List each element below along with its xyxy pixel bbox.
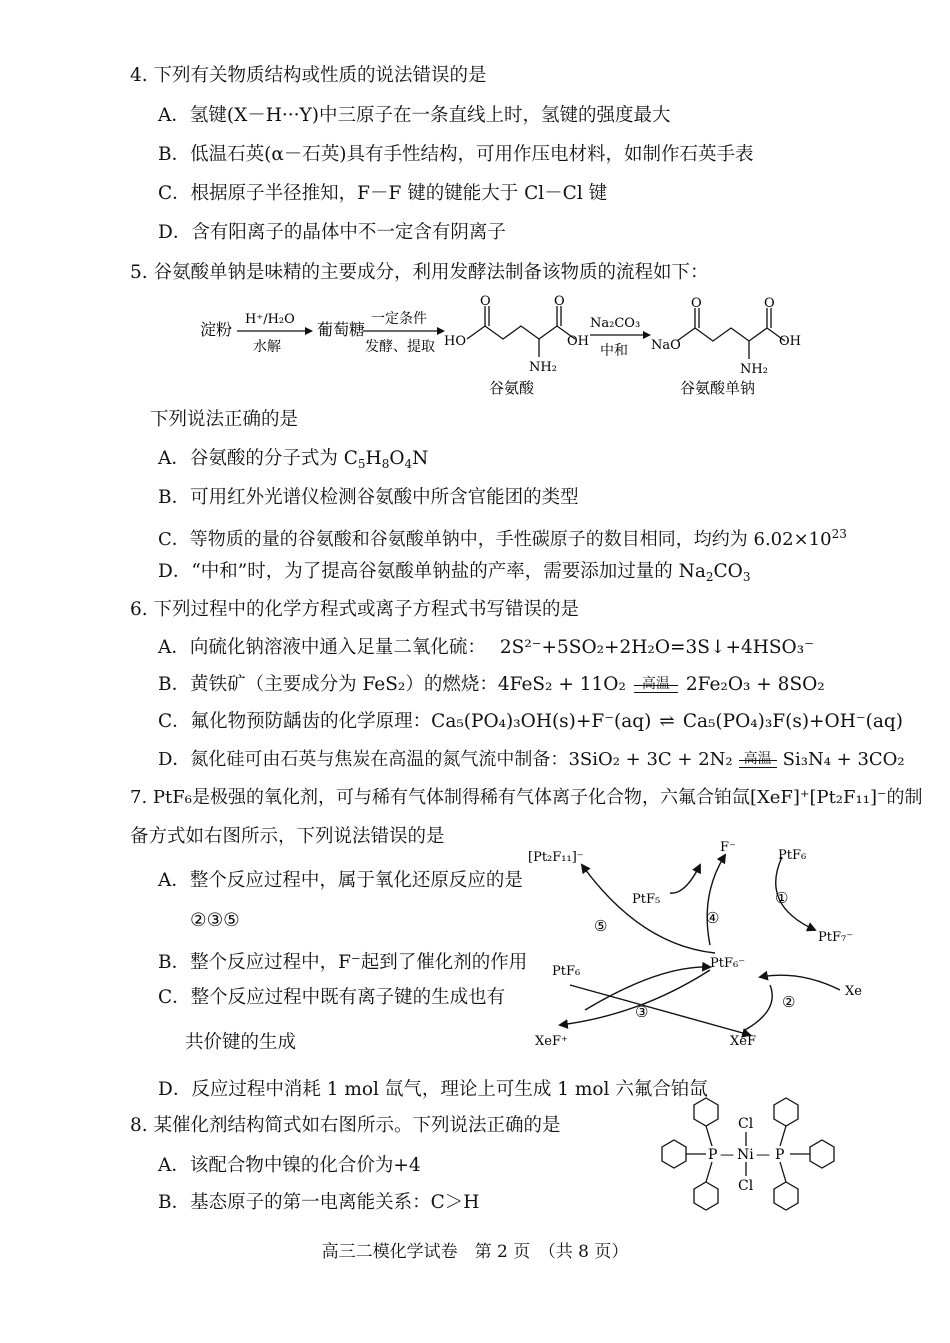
q8-option-b: B．基态原子的第一电离能关系：C＞H <box>158 1192 480 1213</box>
acid-o1: O <box>480 294 491 309</box>
fig8-ni: Ni <box>737 1147 754 1163</box>
salt-o1: O <box>691 296 702 311</box>
fig-ptf6-top: PtF₆ <box>778 848 807 863</box>
fig-step-4: ④ <box>706 909 720 927</box>
q6-option-c: C．氟化物预防龋齿的化学原理：Ca₅(PO₄)₃OH(s)+F⁻(aq) ⇌ Ca₅(PO₄)₃F(s)+OH⁻(aq) <box>158 711 903 732</box>
acid-o2: O <box>554 294 565 309</box>
q5-option-b: B．可用红外光谱仪检测谷氨酸中所含官能团的类型 <box>158 487 579 508</box>
fig8-cl-bottom: Cl <box>738 1178 754 1194</box>
q7-stem-line1: 7. PtF₆是极强的氧化剂，可与稀有气体制得稀有气体离子化合物，六氟合铂氙[XeF]⁺[Pt₂F₁₁]⁻的制 <box>130 787 923 808</box>
q6-option-a: A．向硫化钠溶液中通入足量二氧化硫： 2S²⁻+5SO₂+2H₂O=3S↓+4HSO₃⁻ <box>158 637 814 658</box>
q8-option-a: A．该配合物中镍的化合价为+4 <box>158 1155 421 1176</box>
q5-stem: 5. 谷氨酸单钠是味精的主要成分，利用发酵法制备该物质的流程如下： <box>130 262 709 283</box>
fig8-p-left: P <box>708 1147 718 1163</box>
salt-nh2: NH₂ <box>740 362 768 377</box>
fig8-bond-right: — <box>756 1147 770 1163</box>
fig-f-minus: F⁻ <box>720 840 736 855</box>
q4-option-b: B．低温石英(α－石英)具有手性结构，可用作压电材料，如制作石英手表 <box>158 144 754 165</box>
nickel-phosphine-complex-structure <box>650 1090 845 1225</box>
fig8-p-right: P <box>775 1147 785 1163</box>
salt-o2: O <box>764 296 775 311</box>
flow-cond1-top: H⁺/H₂O <box>245 312 295 327</box>
flow-cond2-top: 一定条件 <box>371 311 427 327</box>
xenon-reaction-cycle-diagram <box>520 835 880 1060</box>
q4-option-a: A．氢键(X－H···Y)中三原子在一条直线上时，氢键的强度最大 <box>158 105 671 126</box>
flow-cond3-top: Na₂CO₃ <box>590 316 641 331</box>
fig-ptf7: PtF₇⁻ <box>818 930 854 945</box>
acid-ho: HO <box>444 334 466 349</box>
salt-oh: OH <box>779 334 801 349</box>
q7-option-c-line2: 共价键的生成 <box>185 1032 297 1053</box>
fig8-cl-top: Cl <box>738 1116 754 1132</box>
fig-step-5: ⑤ <box>594 917 608 935</box>
flow-glucose: 葡萄糖 <box>317 320 366 339</box>
fig8-bond-left: — <box>720 1147 734 1163</box>
salt-nao: NaO <box>651 338 681 353</box>
q7-option-b: B．整个反应过程中，F⁻起到了催化剂的作用 <box>158 952 528 973</box>
q5-option-c: C．等物质的量的谷氨酸和谷氨酸单钠中，手性碳原子的数目相同，均约为 $6.02\times 10^{23}$ <box>158 527 847 550</box>
flow-cond2-bottom: 发酵、提取 <box>365 339 435 355</box>
page-footer: 高三二模化学试卷 第 2 页 （共 8 页） <box>321 1242 629 1262</box>
q4-option-d: D．含有阳离子的晶体中不一定含有阴离子 <box>158 222 506 243</box>
q7-stem-line2: 备方式如右图所示，下列说法错误的是 <box>130 826 445 847</box>
q8-stem: 8. 某催化剂结构简式如右图所示。下列说法正确的是 <box>130 1115 561 1136</box>
q5-option-a: A．谷氨酸的分子式为 $C_5H_8O_4N$ <box>158 448 429 471</box>
acid-nh2: NH₂ <box>529 360 557 375</box>
fig-step-2: ② <box>782 993 796 1011</box>
fig-ptf6-minus: PtF₆⁻ <box>710 956 746 971</box>
q7-option-a-line1: A．整个反应过程中，属于氧化还原反应的是 <box>158 870 523 891</box>
q5-prompt: 下列说法正确的是 <box>150 409 299 430</box>
fig-ptf5: PtF₅ <box>632 892 661 907</box>
label-msg: 谷氨酸单钠 <box>680 379 756 397</box>
q5-option-d: D．“中和”时，为了提高谷氨酸单钠盐的产率，需要添加过量的 $Na_2CO_3$ <box>158 561 751 584</box>
flow-starch: 淀粉 <box>200 320 233 339</box>
fig-xef: XeF <box>730 1034 756 1049</box>
q6-stem: 6. 下列过程中的化学方程式或离子方程式书写错误的是 <box>130 599 580 620</box>
q7-option-a-line2: ②③⑤ <box>190 910 240 931</box>
fig-step-3: ③ <box>635 1003 649 1021</box>
q4-option-c: C．根据原子半径推知，F－F 键的键能大于 Cl－Cl 键 <box>158 183 608 204</box>
q4-stem: 4. 下列有关物质结构或性质的说法错误的是 <box>130 65 487 86</box>
fig-step-1: ① <box>775 889 789 907</box>
q6-option-d: D．氮化硅可由石英与焦炭在高温的氮气流中制备：3SiO₂ + 3C + 2N₂ 高温 Si₃N₄ + 3CO₂ <box>158 749 905 770</box>
fig-xef-plus: XeF⁺ <box>535 1034 568 1049</box>
fig-pt2f11: [Pt₂F₁₁]⁻ <box>528 850 584 865</box>
flow-cond3-bottom: 中和 <box>600 343 628 359</box>
q6-option-b: B．黄铁矿（主要成分为 FeS₂）的燃烧：4FeS₂ + 11O₂ 高温 2Fe₂O₃ + 8SO₂ <box>158 674 825 695</box>
q7-option-d: D．反应过程中消耗 1 mol 氙气，理论上可生成 1 mol 六氟合铂氙 <box>158 1079 708 1100</box>
acid-oh: OH <box>567 334 589 349</box>
label-glutamic-acid: 谷氨酸 <box>489 379 535 397</box>
q7-option-c-line1: C．整个反应过程中既有离子键的生成也有 <box>158 987 506 1008</box>
glutamate-flow-diagram <box>195 293 815 403</box>
flow-cond1-bottom: 水解 <box>253 339 281 355</box>
fig-ptf6-left: PtF₆ <box>552 964 581 979</box>
fig-xe: Xe <box>845 984 862 999</box>
